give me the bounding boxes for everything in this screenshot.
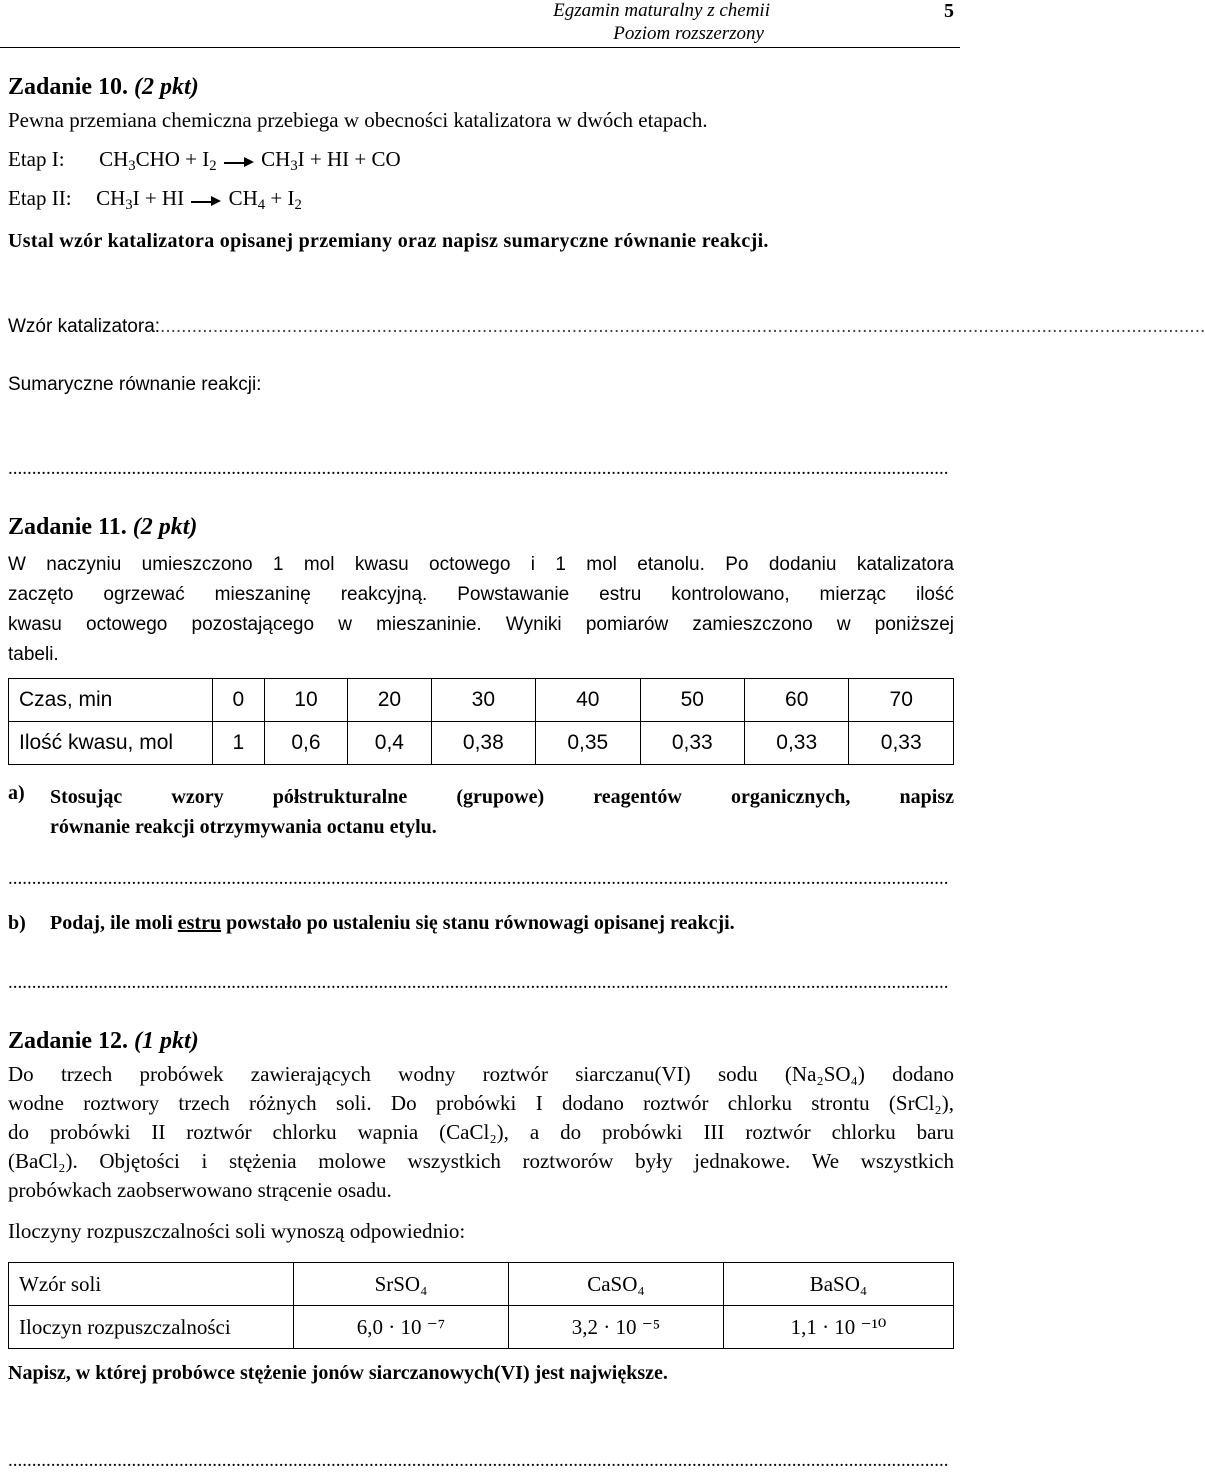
subtask-b-answer-line[interactable]: ...................................................................................................................................................................................................... xyxy=(8,972,949,993)
header-divider xyxy=(0,47,960,48)
stage-1-reactants: $CH_3CHO + I_2$ xyxy=(99,147,217,174)
table-cell: 60 xyxy=(745,679,849,722)
task-12-line: (BaCl₂). Objętości i stężenia molowe wszystkich roztworów były jednakowe. We wszystkich xyxy=(8,1149,954,1173)
task-10-title xyxy=(8,74,199,101)
subtask-b-letter: b) xyxy=(8,912,26,934)
task-12-title xyxy=(8,1028,199,1055)
task-12-number: Zadanie 12. xyxy=(8,1028,129,1054)
subtask-a-answer-line[interactable]: ...................................................................................................................................................................................................... xyxy=(8,868,949,889)
task-10-intro: Pewna przemiana chemiczna przebiega w obecności katalizatora w dwóch etapach. xyxy=(8,108,708,132)
page-header xyxy=(0,0,960,46)
table-cell: 40 xyxy=(536,679,640,722)
task-11-line: kwasu octowego pozostającego w mieszaninie. Wyniki pomiarów zamieszczono w poniższej xyxy=(8,614,954,635)
stage-2-equation xyxy=(8,186,302,211)
catalyst-answer-line[interactable] xyxy=(8,316,1205,338)
table-cell: 10 xyxy=(264,679,347,722)
task-12-description xyxy=(8,1060,954,1205)
subtask-a-text xyxy=(50,782,954,842)
table-cell: 70 xyxy=(849,679,954,722)
task-11-description xyxy=(8,550,954,670)
task-11-line: zaczęto ogrzewać mieszaninę reakcyjną. Powstawanie estru kontrolowano, mierząc ilość xyxy=(8,584,954,605)
solubility-table xyxy=(8,1262,954,1349)
table-cell: 50 xyxy=(640,679,744,722)
task-11-points: (2 pkt) xyxy=(132,514,198,540)
subtask-b-text xyxy=(50,912,735,935)
task-12-line: wodne roztwory trzech różnych soli. Do probówki I dodano roztwór chlorku strontu (SrCl₂), xyxy=(8,1091,954,1115)
task-11-line: W naczyniu umieszczono 1 mol kwasu octowego i 1 mol etanolu. Po dodaniu katalizatora xyxy=(8,554,954,575)
table-cell: 0,35 xyxy=(536,722,640,765)
table-row-label: Czas, min xyxy=(9,679,213,722)
stage-1-products: $CH_3I$ + HI + CO xyxy=(261,147,401,174)
table-cell: 1,1 · 10 ⁻¹⁰ xyxy=(723,1306,953,1349)
equation-answer-label: Sumaryczne równanie reakcji: xyxy=(8,374,262,395)
table-cell: 0,33 xyxy=(849,722,954,765)
table-cell: 30 xyxy=(431,679,535,722)
catalyst-label: Wzór katalizatora: xyxy=(8,316,161,337)
table-cell: 0,33 xyxy=(640,722,744,765)
table-row-label: Iloczyn rozpuszczalności xyxy=(9,1306,294,1349)
subtask-b-text-part: Podaj, ile moli xyxy=(50,912,178,934)
solubility-intro: Iloczyny rozpuszczalności soli wynoszą odpowiednio: xyxy=(8,1219,466,1243)
task-12-answer-line[interactable]: ...................................................................................................................................................................................................... xyxy=(8,1450,949,1471)
header-exam-title: Egzamin maturalny z chemii xyxy=(553,0,770,21)
table-row xyxy=(9,1306,954,1349)
table-row xyxy=(9,679,954,722)
table-cell: 0,38 xyxy=(431,722,535,765)
task-11-number: Zadanie 11. xyxy=(8,514,127,540)
table-row xyxy=(9,722,954,765)
stage-2-label: Etap II: xyxy=(8,186,72,210)
subtask-a-letter: a) xyxy=(8,782,25,804)
catalyst-answer-dots: ...................................................................................................................................................................................................... xyxy=(160,316,1205,337)
task-12-instruction: Napisz, w której probówce stężenie jonów siarczanowych(VI) jest największe. xyxy=(8,1362,668,1384)
table-row-label: Ilość kwasu, mol xyxy=(9,722,213,765)
stage-2-products: $CH_4 + I_2$ xyxy=(228,186,302,213)
task-11-title xyxy=(8,514,197,541)
task-12-line: probówkach zaobserwowano strącenie osadu. xyxy=(8,1178,392,1202)
subtask-a-line: równanie reakcji otrzymywania octanu etylu. xyxy=(50,816,437,838)
stage-1-label: Etap I: xyxy=(8,147,65,171)
stage-1-equation xyxy=(8,147,401,172)
table-cell: SrSO₄ xyxy=(294,1263,509,1306)
task-12-points: (1 pkt) xyxy=(134,1028,199,1054)
table-cell: 1 xyxy=(213,722,265,765)
table-cell: 0,33 xyxy=(745,722,849,765)
table-cell: 20 xyxy=(348,679,431,722)
header-level: Poziom rozszerzony xyxy=(613,23,764,44)
table-cell: BaSO₄ xyxy=(723,1263,953,1306)
task-12-line: do probówki II roztwór chlorku wapnia (CaCl₂), a do probówki III roztwór chlorku baru xyxy=(8,1120,954,1144)
table-cell: CaSO₄ xyxy=(508,1263,723,1306)
stage-2-reactants: $CH_3I$ + HI xyxy=(96,186,185,213)
subtask-a-line: Stosując wzory półstrukturalne (grupowe) reagentów organicznych, napisz xyxy=(50,786,954,808)
page-number: 5 xyxy=(944,0,954,22)
task-10-points: (2 pkt) xyxy=(134,74,199,100)
task-10-instruction: Ustal wzór katalizatora opisanej przemiany oraz napisz sumaryczne równanie reakcji. xyxy=(8,230,769,252)
table-cell: 6,0 · 10 ⁻⁷ xyxy=(294,1306,509,1349)
table-cell: 0,4 xyxy=(348,722,431,765)
subtask-b-text-part: powstało po ustaleniu się stanu równowagi opisanej reakcji. xyxy=(221,912,735,934)
table-row xyxy=(9,1263,954,1306)
table-cell: 0 xyxy=(213,679,265,722)
table-cell: 0,6 xyxy=(264,722,347,765)
table-cell: 3,2 · 10 ⁻⁵ xyxy=(508,1306,723,1349)
task-11-line: tabeli. xyxy=(8,644,59,665)
task-10-number: Zadanie 10. xyxy=(8,74,129,100)
acid-amount-table xyxy=(8,678,954,765)
task-12-line: Do trzech probówek zawierających wodny roztwór siarczanu(VI) sodu (Na₂SO₄) dodano xyxy=(8,1062,954,1086)
subtask-b-underlined: estru xyxy=(177,912,222,934)
equation-answer-line[interactable]: ...................................................................................................................................................................................................... xyxy=(8,458,949,479)
table-row-label: Wzór soli xyxy=(9,1263,294,1306)
